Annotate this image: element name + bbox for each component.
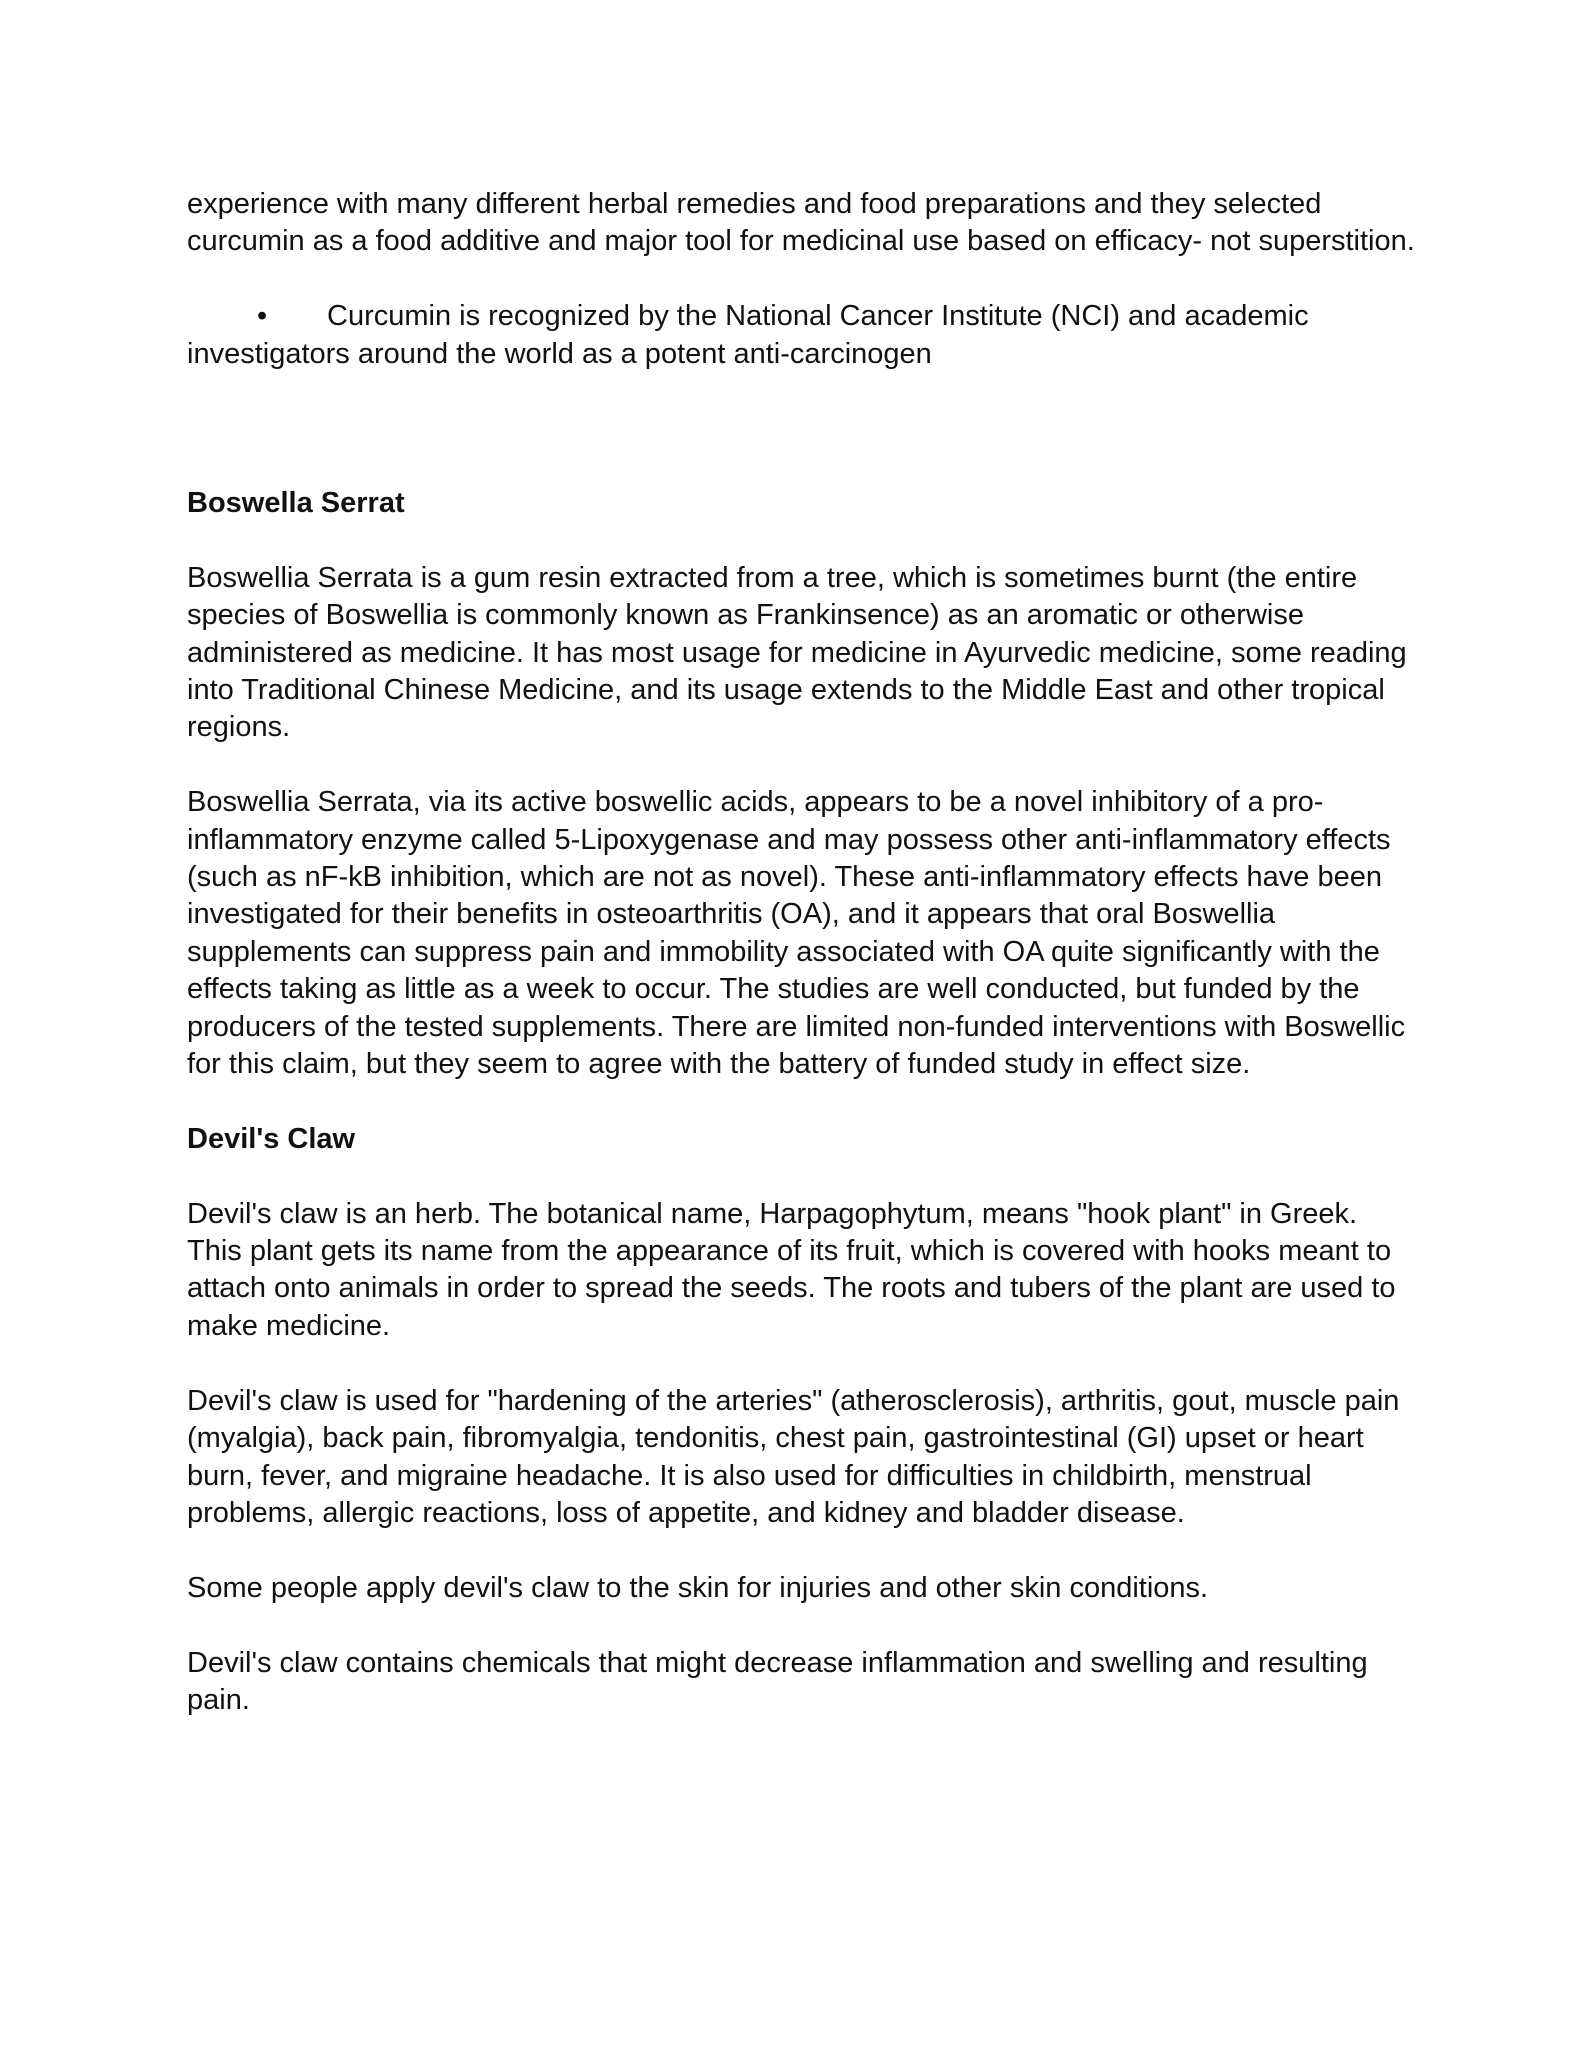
bullet-mark: • xyxy=(257,300,268,333)
bullet-item xyxy=(187,298,1417,373)
section-paragraph: Boswellia Serrata, via its active boswellic acids, appears to be a novel inhibitory of a pro-inflammatory enzyme called 5-Lipoxygenase and may possess other anti-inflammatory effects (such as nF-kB inhibition, which are not as novel). These anti-inflammatory effects have been investigated for their benefits in osteoarthritis (OA), and it appears that oral Boswellia supplements can suppress pain and immobility associated with OA quite significantly with the effects taking as little as a week to occur. The studies are well conducted, but funded by the producers of the tested supplements. There are limited non-funded interventions with Boswellic for this claim, but they seem to agree with the battery of funded study in effect size. xyxy=(187,786,1406,1081)
section-boswella xyxy=(187,485,1417,1083)
section-paragraph: Devil's claw contains chemicals that might decrease inflammation and swelling and resulting pain. xyxy=(187,1646,1368,1716)
intro-paragraph: experience with many different herbal remedies and food preparations and they selected curcumin as a food additive and major tool for medicinal use based on efficacy- not superstition. xyxy=(187,188,1415,258)
section-paragraph: Devil's claw is an herb. The botanical name, Harpagophytum, means "hook plant" in Greek. This plant gets its name from the appearance of its fruit, which is covered with hooks meant to attach onto animals in order to spread the seeds. The roots and tubers of the plant are used to make medicine. xyxy=(187,1197,1396,1342)
section-devils-claw xyxy=(187,1121,1417,1719)
bullet-text: Curcumin is recognized by the National Cancer Institute (NCI) and academic investigators around the world as a potent anti-carcinogen xyxy=(187,300,1309,370)
section-heading: Devil's Claw xyxy=(187,1122,356,1155)
document-page xyxy=(187,186,1417,1757)
section-paragraph: Boswellia Serrata is a gum resin extracted from a tree, which is sometimes burnt (the entire species of Boswellia is commonly known as Frankinsence) as an aromatic or otherwise administered as medicine. It has most usage for medicine in Ayurvedic medicine, some reading into Traditional Chinese Medicine, and its usage extends to the Middle East and other tropical regions. xyxy=(187,561,1407,744)
section-paragraph: Some people apply devil's claw to the skin for injuries and other skin conditions. xyxy=(187,1571,1209,1604)
section-paragraph: Devil's claw is used for "hardening of the arteries" (atherosclerosis), arthritis, gout, muscle pain (myalgia), back pain, fibromyalgia, tendonitis, chest pain, gastrointestinal (GI) upset or heart burn, fever, and migraine headache. It is also used for difficulties in childbirth, menstrual problems, allergic reactions, loss of appetite, and kidney and bladder disease. xyxy=(187,1384,1400,1529)
section-heading: Boswella Serrat xyxy=(187,487,405,520)
